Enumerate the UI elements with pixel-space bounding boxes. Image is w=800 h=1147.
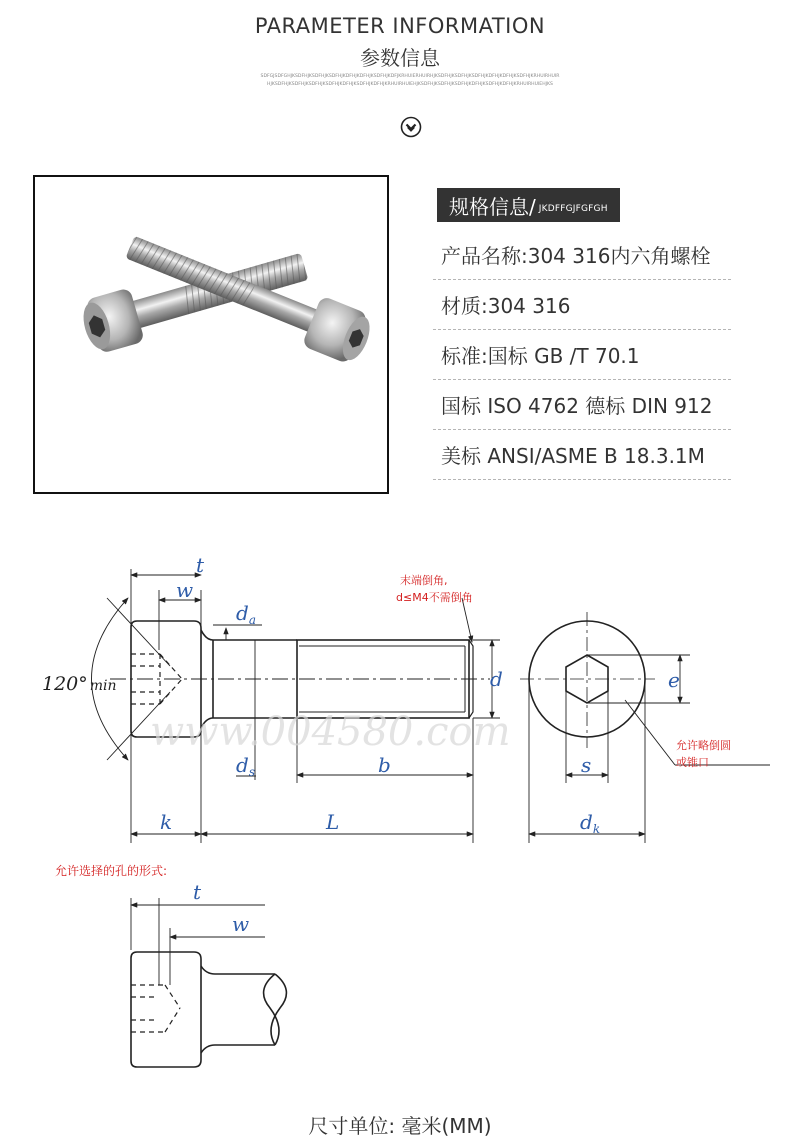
label-d: d [490,667,503,691]
label-ds: $d_s$ [236,753,255,779]
spec-row-material: 材质:304 316 [433,280,731,330]
spec-badge-subtitle: JKDFFGJFGFGH [538,204,608,214]
header-filler-text: SDFGJSDFGHJKSDFHJKSDFHJKSDFHJKDFHJKDFHJKSDFHJKDFJKRHUIERHUIRHJKSDFHJKSDFHJKSDFHJKDFHJKDFHJKSDFHJKRHUIRHUIRHJKSDFHJKSDFHJKSDFHJKSDFHJKDFHJKSDFHJKDFHJKRHUIRHUIEHJKSDFHJKSDFHJKSDFHJKDFHJKSDFHJKDFHJKRHUIRHUIEHJKS [260,74,560,87]
spec-row-standard-iso-din: 国标 ISO 4762 德标 DIN 912 [433,380,731,430]
note-alt-hole: 允许选择的孔的形式: [55,864,168,878]
dimension-lines [92,569,501,843]
bolt-illustration [35,177,387,492]
label-b: b [378,753,391,777]
end-view [520,612,655,748]
label-L: L [326,810,340,834]
spec-row-standard-ansi: 美标 ANSI/ASME B 18.3.1M [433,430,731,480]
note-chamfer-2: d≤M4不需倒角 [396,591,473,604]
note-chamfer-1: 末端倒角, [400,574,448,587]
label-angle: 120° min [42,673,117,695]
label-w: w [176,578,194,602]
label-da: $d_a$ [236,601,256,627]
technical-drawing [0,540,800,1100]
label-s: s [581,753,592,777]
label-w-alt: w [232,912,250,936]
label-k: k [160,810,173,834]
header-title-cn: 参数信息 [360,46,440,70]
product-photo [33,175,389,494]
label-t-alt: t [193,880,202,904]
note-side-2: 或锥口 [676,756,709,769]
watermark: www.004580.com [150,709,511,755]
label-e: e [668,668,680,692]
alt-hole-view [131,952,286,1067]
header-title-en: PARAMETER INFORMATION [254,14,546,38]
note-side-1: 允许略倒圆 [676,739,731,752]
spec-row-standard-gb: 标准:国标 GB /T 70.1 [433,330,731,380]
label-t: t [196,553,205,577]
spec-badge [437,188,620,222]
units-caption: 尺寸单位: 毫米(MM) [308,1114,492,1138]
label-dk: $d_k$ [580,810,601,836]
chevron-down-icon [400,116,422,138]
spec-badge-title: 规格信息/ [449,194,536,219]
spec-row-product-name: 产品名称:304 316内六角螺栓 [433,230,731,280]
